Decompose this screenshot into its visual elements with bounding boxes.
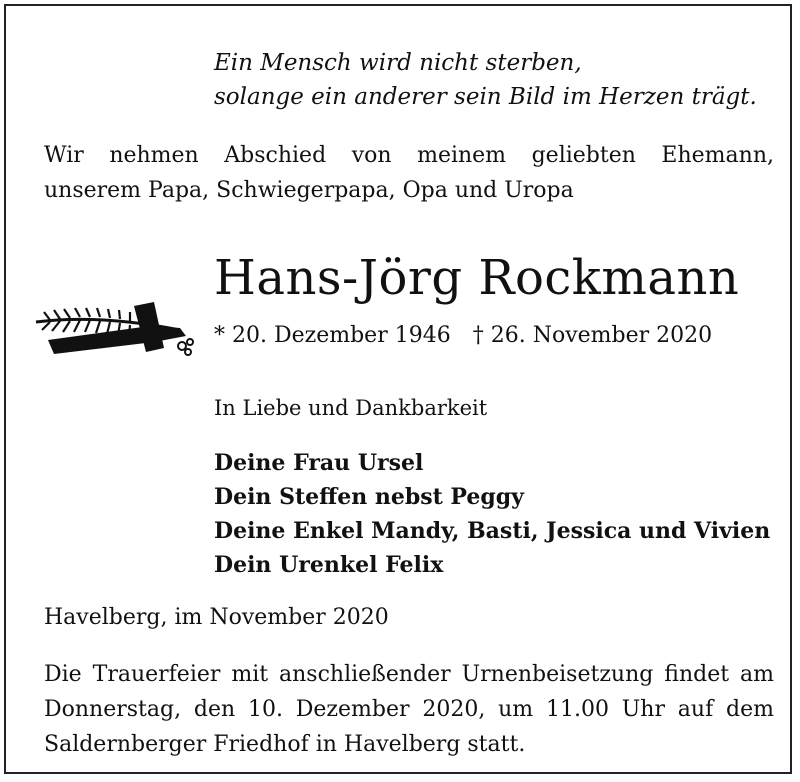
intro-line-2: unserem Papa, Schwiegerpapa, Opa und Uropa (44, 178, 574, 203)
funeral-notice-line-2: Donnerstag, den 10. Dezember 2020, um 11.00 Uhr auf dem (44, 697, 774, 722)
quote-line-2: solange ein anderer sein Bild im Herzen trägt. (214, 84, 757, 110)
family-member-2: Dein Steffen nebst Peggy (214, 484, 524, 510)
life-dates (214, 323, 712, 348)
funeral-notice-line-1: Die Trauerfeier mit anschließender Urnenbeisetzung findet am (44, 662, 774, 687)
deceased-name: Hans-Jörg Rockmann (214, 250, 740, 306)
funeral-notice-line-3: Saldernberger Friedhof in Havelberg statt. (44, 732, 526, 757)
place-date: Havelberg, im November 2020 (44, 605, 389, 630)
birth-date: * 20. Dezember 1946 (214, 323, 451, 348)
family-member-4: Dein Urenkel Felix (214, 552, 444, 578)
intro-line-1: Wir nehmen Abschied von meinem geliebten Ehemann, (44, 143, 774, 168)
death-date: † 26. November 2020 (472, 323, 713, 348)
notice-border (4, 4, 792, 774)
cross-with-palm-branch-icon (30, 296, 200, 366)
quote-line-1: Ein Mensch wird nicht sterben, (214, 50, 582, 76)
closing-phrase: In Liebe und Dankbarkeit (214, 396, 488, 420)
family-member-1: Deine Frau Ursel (214, 450, 424, 476)
family-member-3: Deine Enkel Mandy, Basti, Jessica und Vivien (214, 518, 771, 544)
